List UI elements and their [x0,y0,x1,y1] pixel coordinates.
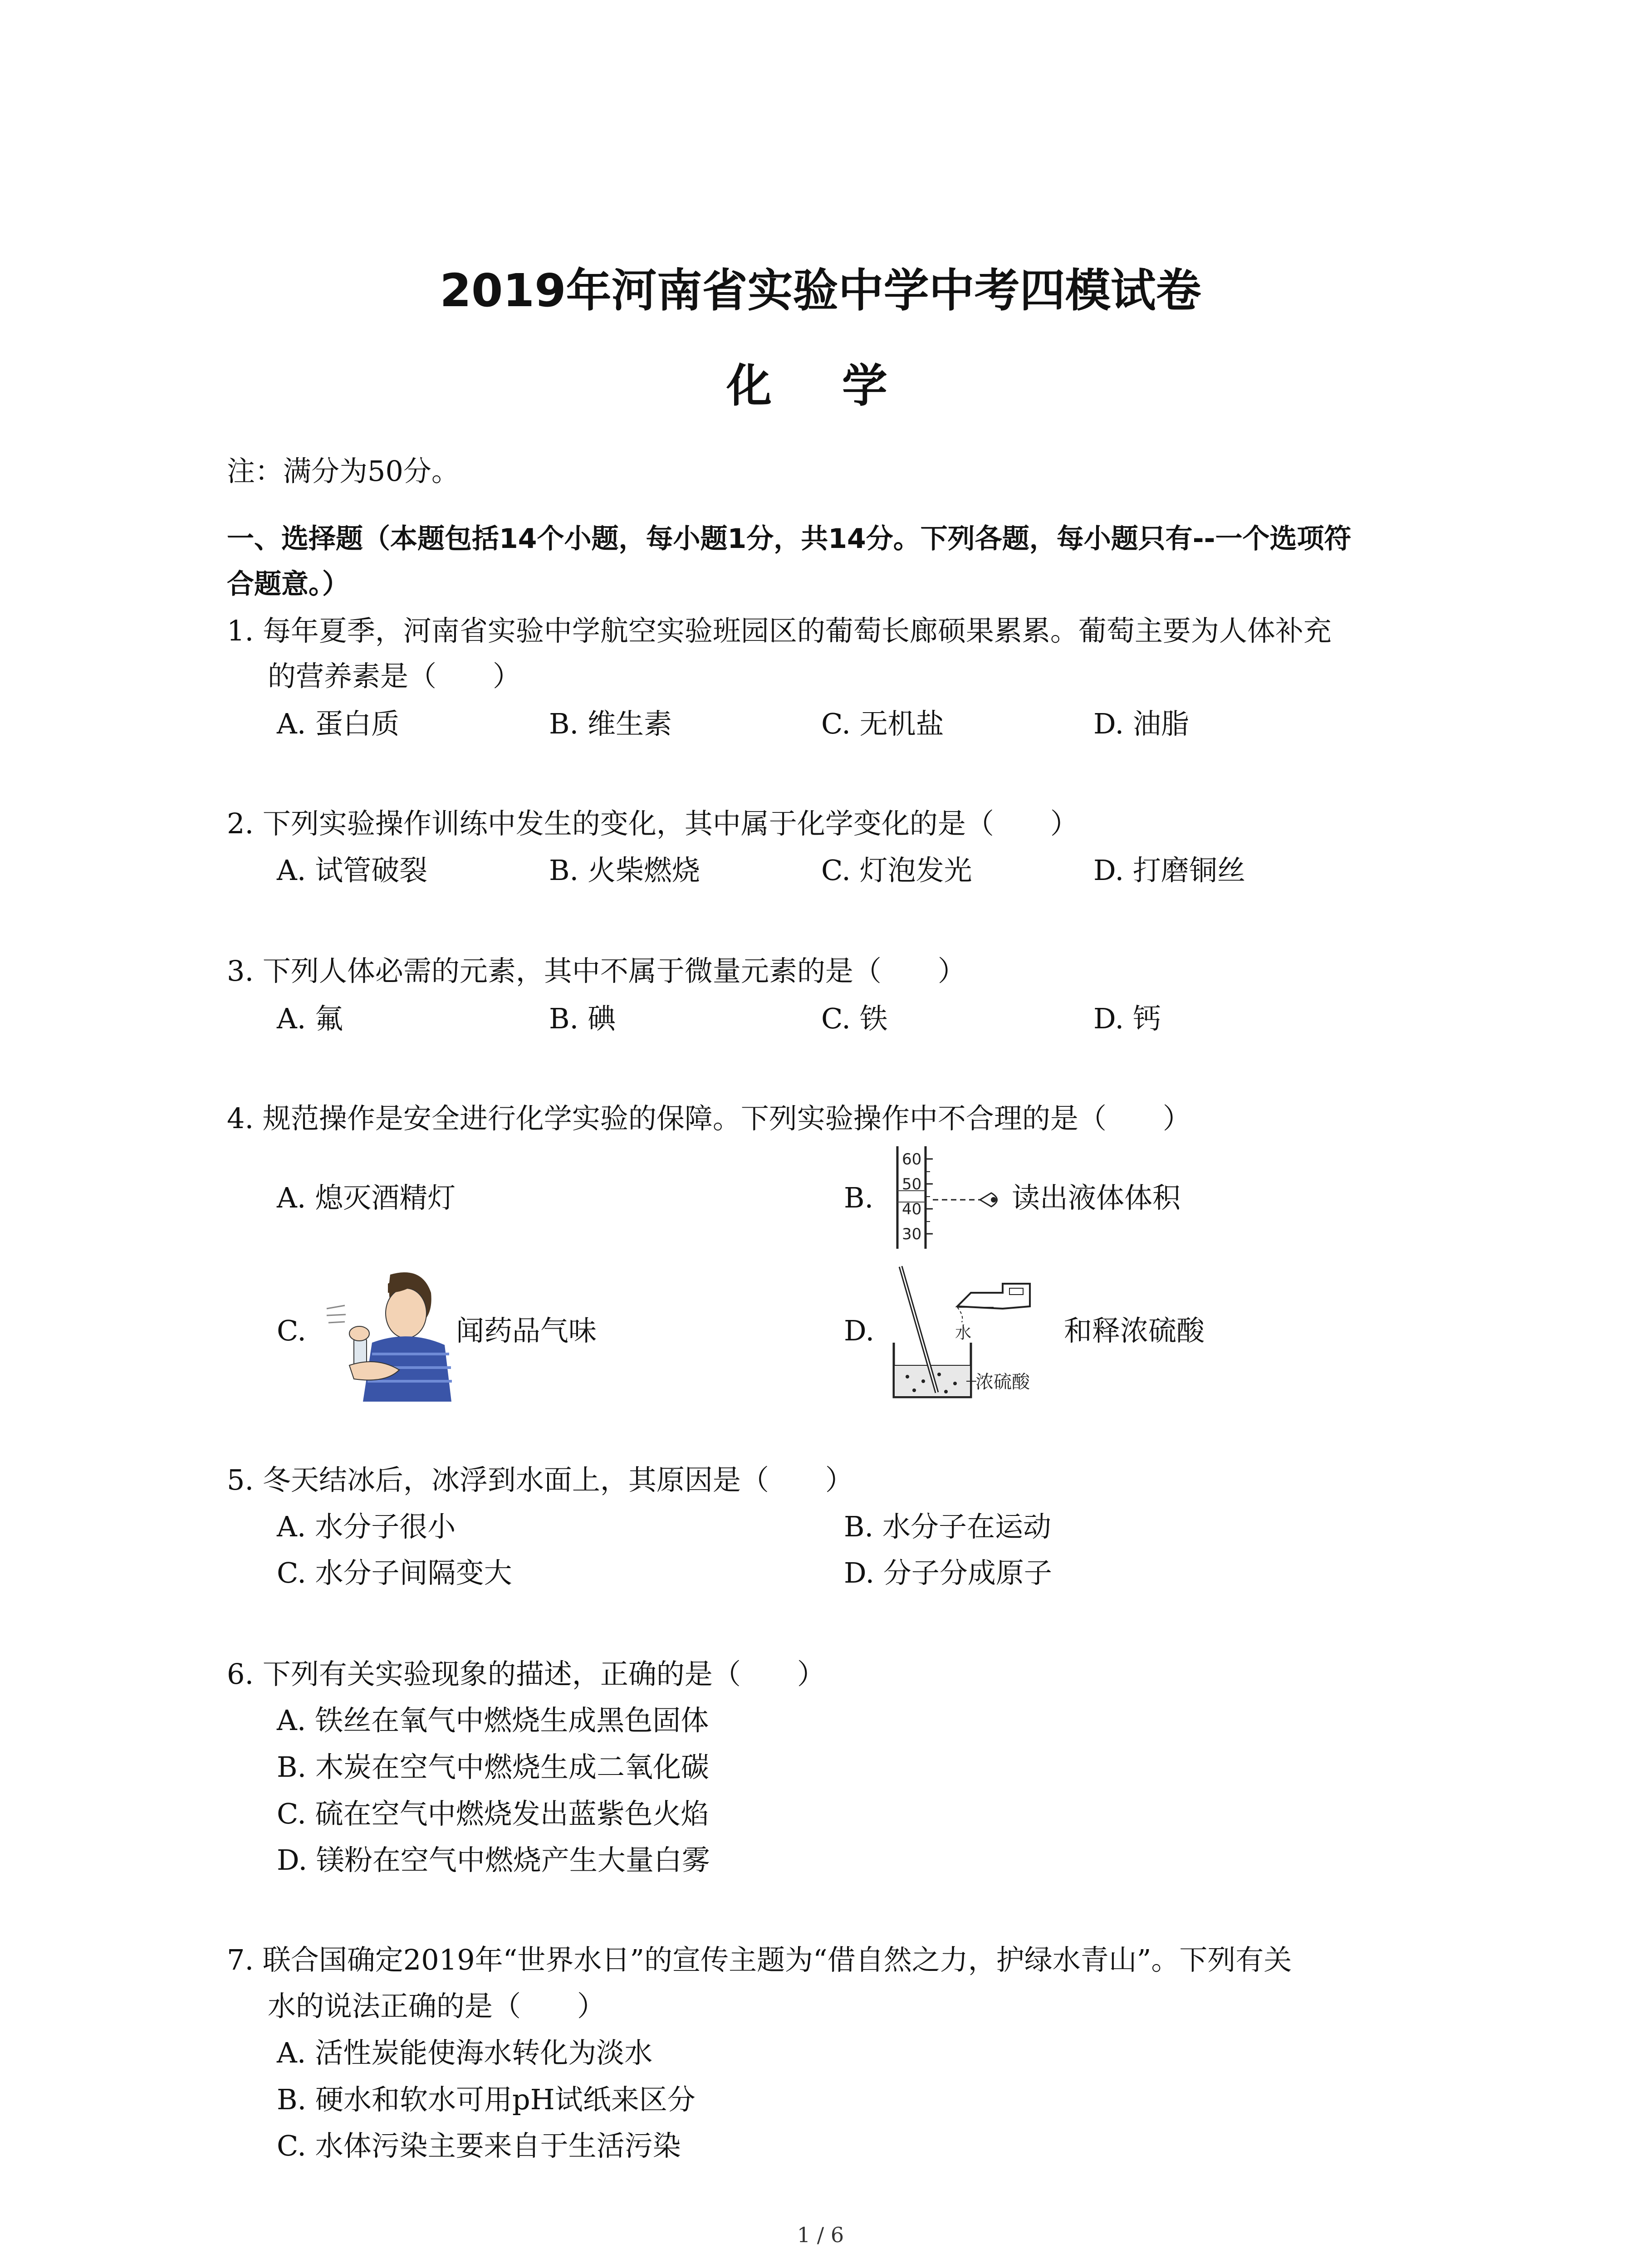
q6-option-a: A. 铁丝在氧气中燃烧生成黑色固体 [277,1704,709,1737]
cylinder-mark-60: 60 [902,1150,922,1168]
q1-option-c: C. 无机盐 [821,707,944,740]
q5-stem: 5. 冬天结冰后，冰浮到水面上，其原因是（ ） [227,1463,853,1496]
section-heading-line2: 合题意。） [227,568,349,600]
section-heading-line1: 一、选择题（本题包括14个小题，每小题1分，共14分。下列各题，每小题只有--一个选项符 [227,523,1352,555]
q5-option-b: B. 水分子在运动 [844,1510,1051,1543]
exam-title: 2019年河南省实验中学中考四模试卷 [440,264,1201,317]
dilution-figure [889,1266,1062,1402]
cylinder-mark-40: 40 [902,1200,922,1218]
q4-option-d-letter: D. [844,1314,875,1347]
water-label: 水 [955,1324,972,1342]
q2-option-c: C. 灯泡发光 [821,854,972,887]
page-number: 1 / 6 [797,2223,844,2247]
q7-option-c: C. 水体污染主要来自于生活污染 [277,2129,681,2162]
q3-option-c: C. 铁 [821,1002,888,1035]
q1-stem-line1: 1. 每年夏季，河南省实验中学航空实验班园区的葡萄长廊硕果累累。葡萄主要为人体补充 [227,614,1332,647]
score-note: 注：满分为50分。 [227,455,460,488]
q6-option-b: B. 木炭在空气中燃烧生成二氧化碳 [277,1750,709,1784]
cylinder-mark-50: 50 [902,1175,922,1193]
smelling-person-figure [322,1266,454,1402]
q1-stem-line2: 的营养素是（ ） [268,660,521,693]
q2-option-d: D. 打磨铜丝 [1093,854,1245,887]
q7-option-b: B. 硬水和软水可用pH试纸来区分 [277,2083,696,2116]
q3-option-a: A. 氟 [277,1002,343,1035]
cylinder-mark-30: 30 [902,1225,922,1243]
q4-option-c-text: 闻药品气味 [456,1314,597,1347]
q2-option-a: A. 试管破裂 [277,854,428,887]
q2-stem: 2. 下列实验操作训练中发生的变化，其中属于化学变化的是（ ） [227,807,1078,840]
q6-stem: 6. 下列有关实验现象的描述，正确的是（ ） [227,1657,825,1691]
q5-option-a: A. 水分子很小 [277,1510,456,1543]
q4-option-b-text: 读出液体体积 [1012,1181,1181,1214]
q7-option-a: A. 活性炭能使海水转化为淡水 [277,2036,653,2069]
subject-title: 化 学 [726,359,915,412]
q1-option-a: A. 蛋白质 [277,707,400,740]
acid-label: 浓硫酸 [975,1372,1030,1393]
q4-stem: 4. 规范操作是安全进行化学实验的保障。下列实验操作中不合理的是（ ） [227,1102,1191,1135]
q5-option-d: D. 分子分成原子 [844,1556,1052,1589]
q4-option-a: A. 熄灭酒精灯 [277,1181,456,1214]
q4-option-b-letter: B. [844,1181,874,1214]
q4-option-c-letter: C. [277,1314,306,1347]
q2-option-b: B. 火柴燃烧 [549,854,700,887]
q6-option-d: D. 镁粉在空气中燃烧产生大量白雾 [277,1843,710,1877]
q7-stem-line2: 水的说法正确的是（ ） [268,1989,606,2023]
q3-option-d: D. 钙 [1093,1002,1161,1035]
q1-option-b: B. 维生素 [549,707,672,740]
q6-option-c: C. 硫在空气中燃烧发出蓝紫色火焰 [277,1797,709,1830]
graduated-cylinder-figure [889,1145,1012,1250]
q1-option-d: D. 油脂 [1093,707,1189,740]
q4-option-d-text: 和释浓硫酸 [1064,1314,1205,1347]
q3-option-b: B. 碘 [549,1002,616,1035]
q7-stem-line1: 7. 联合国确定2019年“世界水日”的宣传主题为“借自然之力，护绿水青山”。下列有关 [227,1943,1292,1976]
q3-stem: 3. 下列人体必需的元素，其中不属于微量元素的是（ ） [227,954,966,987]
q5-option-c: C. 水分子间隔变大 [277,1556,512,1589]
